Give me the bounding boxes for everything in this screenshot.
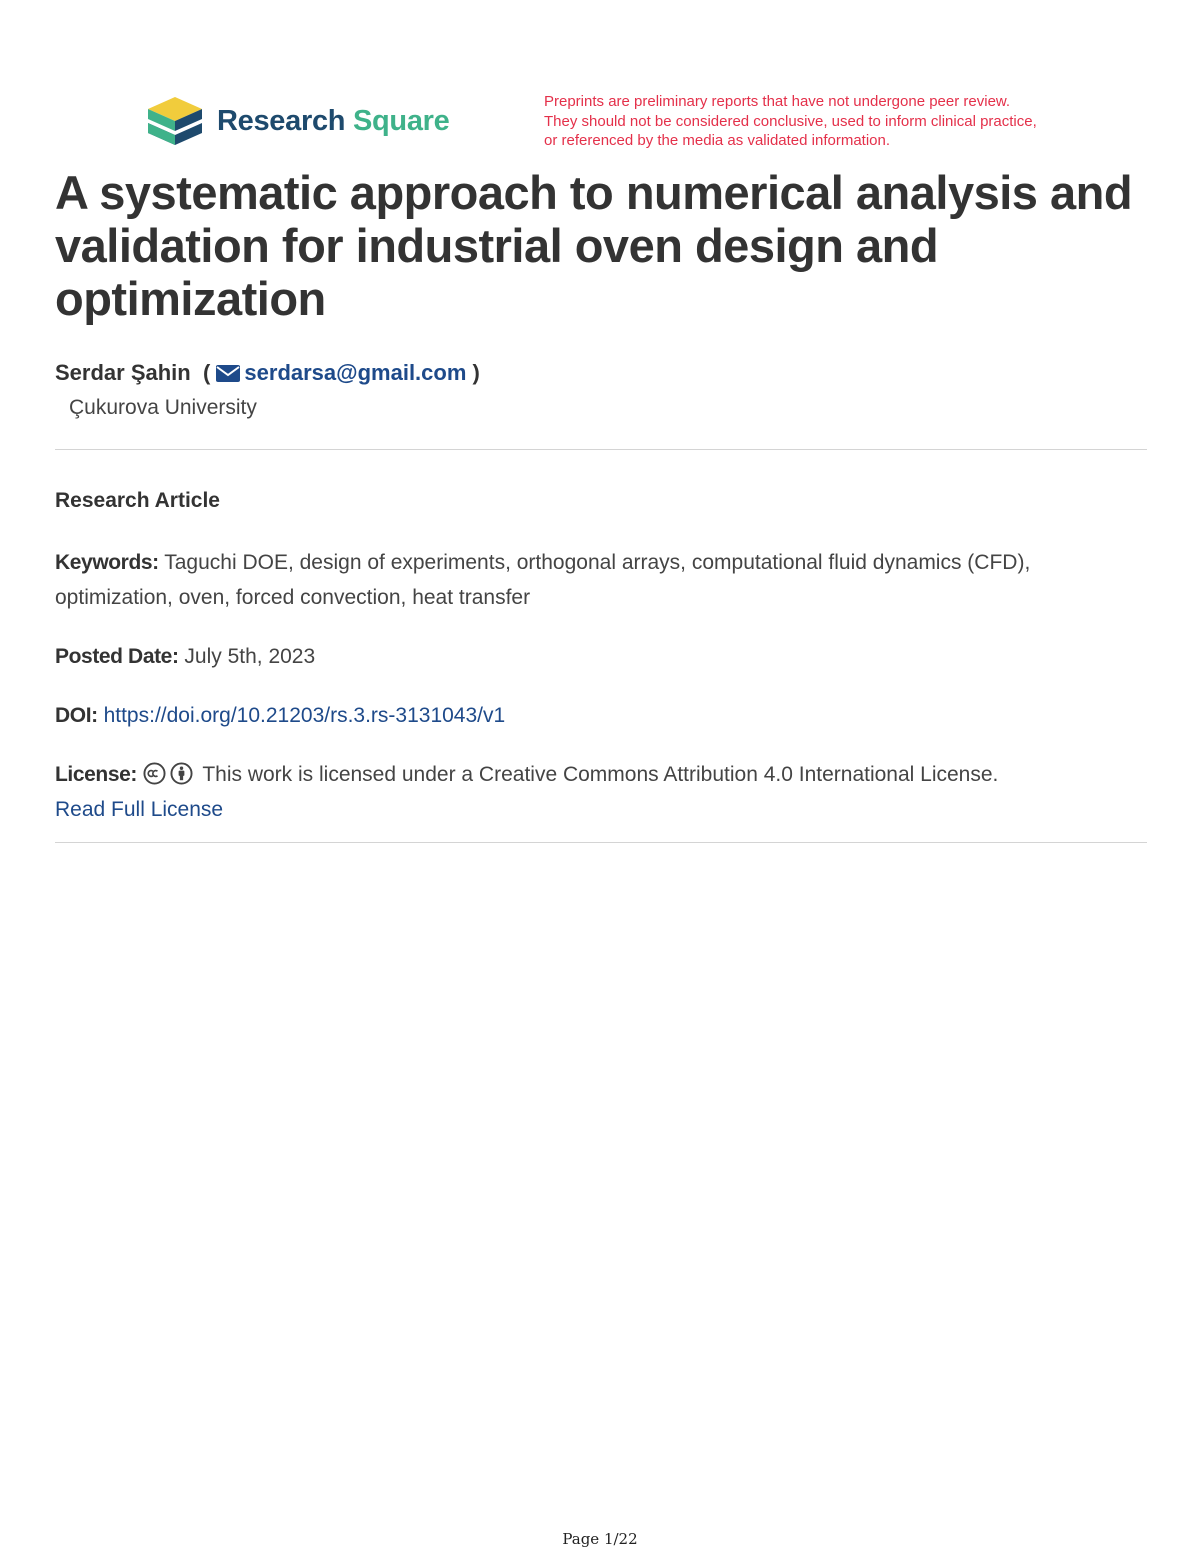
author-email-link[interactable]	[216, 360, 466, 385]
divider-top	[55, 449, 1147, 450]
disclaimer-line-1: Preprints are preliminary reports that have not undergone peer review.	[544, 93, 1011, 110]
doi-link[interactable]: https://doi.org/10.21203/rs.3.rs-3131043/v1	[103, 704, 506, 727]
keywords-value: Taguchi DOE, design of experiments, orthogonal arrays, computational fluid dynamics (CFD), optimization, oven, forced convection, heat transfer	[55, 551, 1031, 609]
envelope-icon	[216, 365, 240, 382]
doi-label: DOI:	[55, 704, 98, 727]
keywords-field	[55, 545, 1147, 615]
logo-word-square: Square	[352, 104, 450, 137]
license-field	[55, 757, 1147, 827]
paper-title: A systematic approach to numerical analysis and validation for industrial oven design and optimization	[55, 166, 1133, 325]
divider-bottom	[55, 842, 1147, 843]
keywords-label: Keywords:	[55, 551, 159, 574]
research-square-logo[interactable]	[146, 97, 449, 145]
doi-field	[55, 698, 1147, 733]
research-square-logo-icon	[146, 97, 204, 145]
license-text: This work is licensed under a Creative Commons Attribution 4.0 International License.	[202, 763, 999, 786]
read-full-license-link[interactable]: Read Full License	[55, 798, 224, 821]
logo-text	[217, 105, 449, 138]
author-email: serdarsa@gmail.com	[244, 360, 467, 385]
posted-date-label: Posted Date:	[55, 645, 179, 668]
logo-word-research: Research	[217, 104, 346, 137]
author-affiliation: Çukurova University	[69, 396, 257, 419]
disclaimer-line-2: They should not be considered conclusive, used to inform clinical practice,	[544, 112, 1037, 130]
disclaimer-line-3: or referenced by the media as validated information.	[544, 132, 891, 149]
creative-commons-icon	[143, 762, 166, 785]
license-label: License:	[55, 763, 137, 786]
attribution-icon	[170, 762, 193, 785]
posted-date-value: July 5th, 2023	[184, 645, 316, 668]
open-paren: (	[202, 360, 211, 385]
header	[146, 92, 1076, 152]
close-paren: )	[472, 360, 480, 385]
page-number: Page 1/22	[562, 1530, 638, 1548]
posted-date-field	[55, 639, 1147, 674]
preprint-disclaimer	[544, 92, 1037, 151]
article-type: Research Article	[55, 489, 220, 512]
author-name: Serdar Şahin	[55, 360, 191, 385]
author-line	[55, 360, 480, 386]
